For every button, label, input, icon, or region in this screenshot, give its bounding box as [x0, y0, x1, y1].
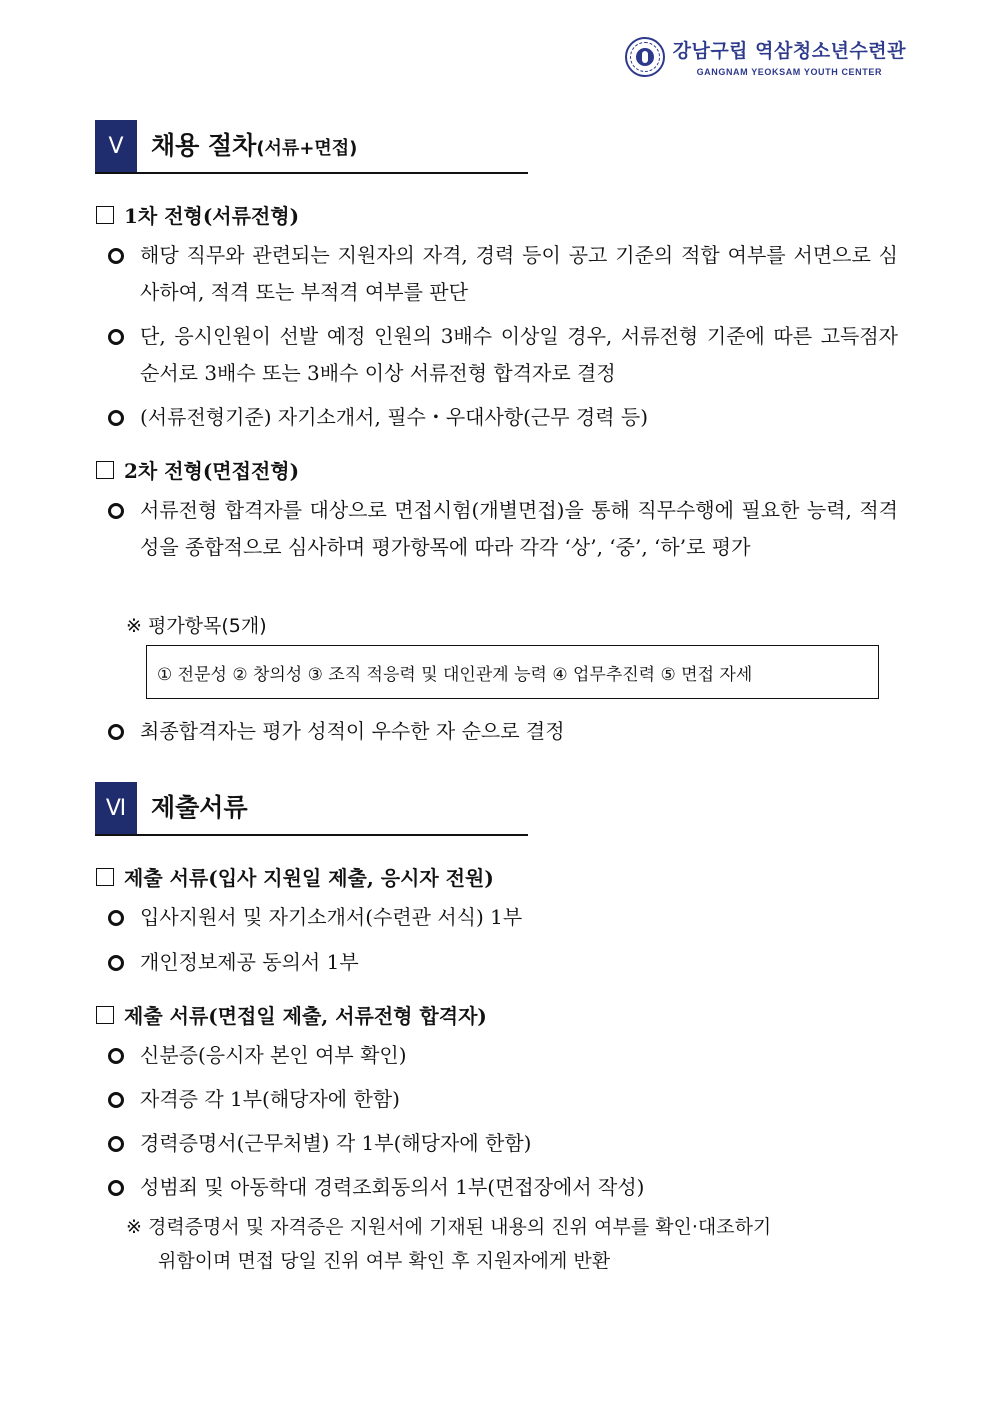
evaluation-note: ※ 평가항목(5개): [126, 615, 267, 637]
stage2-heading: 2차 전형(면접전형): [96, 455, 299, 484]
circle-bullet-icon: [108, 910, 124, 926]
circle-bullet-icon: [108, 724, 124, 740]
submission-note-line2: 위함이며 면접 당일 진위 여부 확인 후 지원자에게 반환: [158, 1250, 611, 1272]
list-item: 신분증(응시자 본인 여부 확인): [108, 1037, 407, 1074]
list-item: 입사지원서 및 자기소개서(수련관 서식) 1부: [108, 899, 522, 936]
checkbox-square-icon: [96, 1006, 114, 1024]
group2-heading: 제출 서류(면접일 제출, 서류전형 합격자): [96, 1000, 487, 1029]
checkbox-square-icon: [96, 206, 114, 224]
list-item: 성범죄 및 아동학대 경력조회동의서 1부(면접장에서 작성): [108, 1169, 644, 1206]
group1-heading: 제출 서류(입사 지원일 제출, 응시자 전원): [96, 862, 494, 891]
section-5-number: Ⅴ: [95, 120, 137, 172]
circle-bullet-icon: [108, 248, 124, 264]
circle-bullet-icon: [108, 1092, 124, 1108]
checkbox-square-icon: [96, 461, 114, 479]
list-item: (서류전형기준) 자기소개서, 필수・우대사항(근무 경력 등): [108, 399, 648, 436]
section-5-heading: [95, 120, 528, 174]
list-item: 경력증명서(근무처별) 각 1부(해당자에 한함): [108, 1125, 531, 1162]
circle-bullet-icon: [108, 955, 124, 971]
org-name-en: GANGNAM YEOKSAM YOUTH CENTER: [696, 67, 883, 77]
section-6-heading: [95, 782, 528, 836]
org-name-kr: 강남구립 역삼청소년수련관: [672, 40, 906, 62]
list-item: 해당 직무와 관련되는 지원자의 자격, 경력 등이 공고 기준의 적합 여부를 서면으로 심사하여, 적격 또는 부적격 여부를 판단: [108, 237, 898, 311]
org-logo: [625, 36, 906, 77]
circle-bullet-icon: [108, 1136, 124, 1152]
stage1-heading: 1차 전형(서류전형): [96, 200, 299, 229]
list-item: 자격증 각 1부(해당자에 한함): [108, 1081, 400, 1118]
circle-bullet-icon: [108, 503, 124, 519]
org-seal-icon: [625, 37, 665, 77]
circle-bullet-icon: [108, 1180, 124, 1196]
evaluation-criteria-box: ① 전문성 ② 창의성 ③ 조직 적응력 및 대인관계 능력 ④ 업무추진력 ⑤ 면접 자세: [146, 645, 879, 699]
list-item: 서류전형 합격자를 대상으로 면접시험(개별면접)을 통해 직무수행에 필요한 능력, 적격성을 종합적으로 심사하며 평가항목에 따라 각각 ‘상’, ‘중’, ‘하’로 평가: [108, 492, 898, 566]
section-6-title: 제출서류: [151, 793, 248, 822]
list-item: 단, 응시인원이 선발 예정 인원의 3배수 이상일 경우, 서류전형 기준에 따른 고득점자 순서로 3배수 또는 3배수 이상 서류전형 합격자로 결정: [108, 318, 898, 392]
section-5-title: 채용 절차(서류+면접): [151, 131, 358, 160]
submission-note-line1: ※ 경력증명서 및 자격증은 지원서에 기재된 내용의 진위 여부를 확인·대조하기: [126, 1216, 772, 1238]
circle-bullet-icon: [108, 329, 124, 345]
checkbox-square-icon: [96, 868, 114, 886]
circle-bullet-icon: [108, 410, 124, 426]
list-item: 개인정보제공 동의서 1부: [108, 944, 359, 981]
list-item: 최종합격자는 평가 성적이 우수한 자 순으로 결정: [108, 713, 565, 750]
section-6-number: Ⅵ: [95, 782, 137, 834]
circle-bullet-icon: [108, 1048, 124, 1064]
